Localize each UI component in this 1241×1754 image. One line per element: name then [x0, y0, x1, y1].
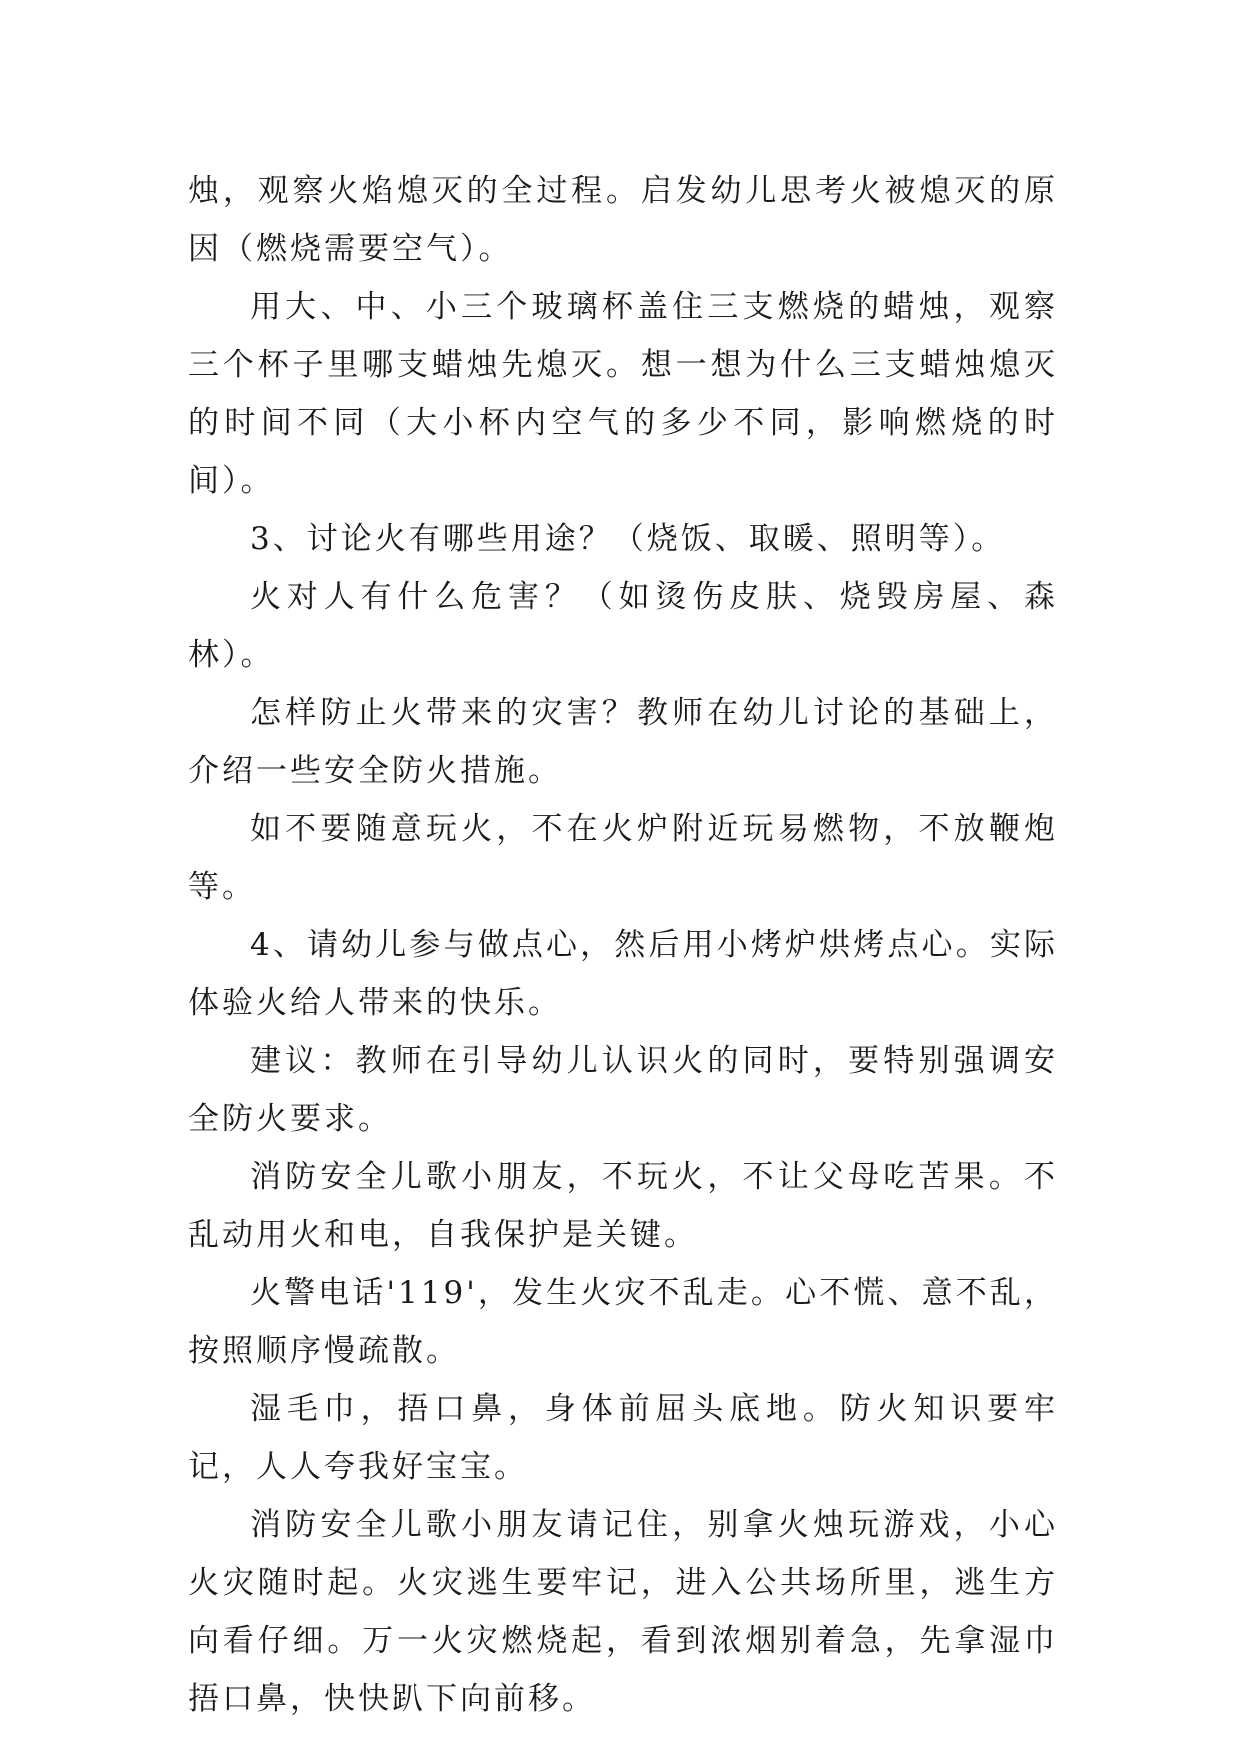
document-body — [188, 162, 1058, 1728]
paragraph-2: 用大、中、小三个玻璃杯盖住三支燃烧的蜡烛，观察三个杯子里哪支蜡烛先熄灭。想一想为什么三支蜡烛熄灭的时间不同（大小杯内空气的多少不同，影响燃烧的时间）。 — [188, 289, 1058, 499]
paragraph-6: 如不要随意玩火，不在火炉附近玩易燃物，不放鞭炮等。 — [188, 811, 1058, 905]
paragraph-5: 怎样防止火带来的灾害？教师在幼儿讨论的基础上，介绍一些安全防火措施。 — [188, 695, 1058, 789]
paragraph-12: 消防安全儿歌小朋友请记住，别拿火烛玩游戏，小心火灾随时起。火灾逃生要牢记，进入公共场所里，逃生方向看仔细。万一火灾燃烧起，看到浓烟别着急，先拿湿巾捂口鼻，快快趴下向前移。 — [188, 1507, 1058, 1717]
paragraph-7: 4、请幼儿参与做点心，然后用小烤炉烘烤点心。实际体验火给人带来的快乐。 — [188, 927, 1058, 1021]
paragraph-10: 火警电话'119'，发生火灾不乱走。心不慌、意不乱，按照顺序慢疏散。 — [188, 1275, 1058, 1369]
paragraph-9: 消防安全儿歌小朋友，不玩火，不让父母吃苦果。不乱动用火和电，自我保护是关键。 — [188, 1159, 1058, 1253]
paragraph-11: 湿毛巾，捂口鼻，身体前屈头底地。防火知识要牢记，人人夸我好宝宝。 — [188, 1391, 1058, 1485]
paragraph-8: 建议：教师在引导幼儿认识火的同时，要特别强调安全防火要求。 — [188, 1043, 1058, 1137]
paragraph-1: 烛，观察火焰熄灭的全过程。启发幼儿思考火被熄灭的原因（燃烧需要空气）。 — [188, 173, 1058, 267]
paragraph-4: 火对人有什么危害？（如烫伤皮肤、烧毁房屋、森林）。 — [188, 579, 1058, 673]
paragraph-3: 3、讨论火有哪些用途？（烧饭、取暖、照明等）。 — [250, 521, 1006, 557]
